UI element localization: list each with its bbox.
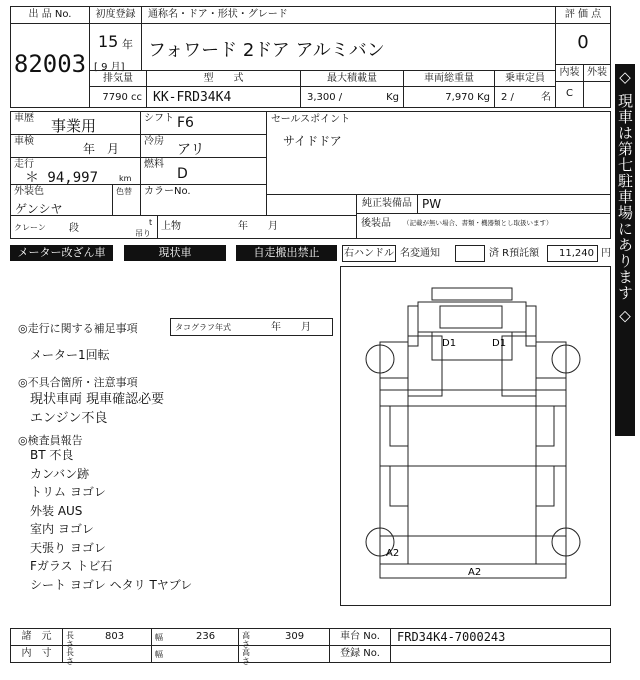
ac-label: 冷房	[144, 136, 164, 147]
reg-label-cell	[329, 645, 391, 663]
crane-label: クレーン	[14, 223, 46, 232]
length-value: 803	[105, 631, 125, 642]
score-value: 0	[577, 32, 589, 53]
model-code: KK-FRD34K4	[153, 90, 232, 105]
inspector-list	[30, 446, 192, 594]
recycle-label: 済 R預託額	[489, 248, 540, 259]
lot-label: 出 品 No.	[28, 9, 72, 20]
handle-label: 右ハンドル	[344, 248, 394, 259]
capacity-cell	[494, 86, 556, 108]
upper-label: 上物	[161, 221, 181, 232]
height-label: 高さ	[242, 631, 250, 649]
color-change-label: 色替	[116, 187, 132, 196]
mileage-label: 走行	[14, 159, 34, 170]
color-no-cell	[140, 184, 267, 216]
upper-cell	[157, 215, 357, 239]
sales-point-label: セールスポイント	[271, 114, 351, 125]
score-label: 評 価 点	[564, 9, 602, 20]
no-self-drive-banner: 自走搬出禁止	[236, 245, 337, 261]
disp-cell	[89, 86, 147, 108]
inner-height-label: 高さ	[242, 648, 250, 666]
displacement-label: 排気量	[103, 73, 133, 84]
exterior-grade-cell	[583, 81, 611, 108]
left-mirror	[408, 306, 418, 346]
mileage-cell	[10, 157, 141, 185]
sales-point-cell	[266, 111, 611, 195]
length-cell	[62, 628, 152, 649]
chassis-cell	[390, 628, 611, 646]
lot-label-cell	[10, 6, 90, 24]
inspector-line: 室内 ヨゴレ	[30, 522, 94, 536]
score-cell	[555, 23, 611, 65]
capacity-unit: 名	[541, 92, 551, 103]
capacity-label-cell	[494, 70, 556, 87]
capacity-label: 乗車定員	[505, 73, 545, 84]
upper-date: 年 月	[238, 221, 278, 232]
gross-weight-label: 車両総重量	[424, 73, 474, 84]
maxload-label-cell	[300, 70, 404, 87]
lot-number-cell	[10, 23, 90, 108]
reg-month: [ 9 月]	[94, 62, 125, 73]
ac-value: アリ	[177, 142, 205, 158]
max-load-value: 3,300 /	[307, 92, 343, 103]
shift-label: シフト	[144, 113, 174, 124]
name-change-label: 名変通知	[400, 248, 440, 259]
interior-label-cell	[555, 64, 584, 82]
height-value: 309	[285, 631, 305, 642]
right-mirror	[526, 306, 536, 346]
reg-cell	[390, 645, 611, 663]
history-label: 車歴	[14, 113, 34, 124]
inner-length-cell	[62, 645, 152, 666]
crane-ton: t	[149, 218, 153, 227]
model-name-cell	[141, 23, 556, 71]
max-load-label: 最大積載量	[327, 73, 377, 84]
interior-grade: C	[566, 88, 573, 99]
model-name-label: 通称名・ドア・形状・グレード	[148, 9, 288, 20]
damage-mark: A2	[386, 548, 400, 559]
inner-width-label: 幅	[155, 650, 163, 659]
truck-outline	[366, 288, 580, 578]
fuel-cell	[140, 157, 267, 185]
color-no-label: カラーNo.	[144, 186, 191, 197]
fuel-value: D	[177, 166, 188, 182]
inner-length-label: 長さ	[66, 648, 74, 666]
inner-dims-label: 内 寸	[21, 648, 52, 659]
disp-label-cell	[89, 70, 147, 87]
chassis-label-cell	[329, 628, 391, 646]
defect-title: ◎不具合箇所・注意事項	[18, 376, 138, 389]
defect-line: 現状車両 現車確認必要	[30, 392, 165, 407]
inspection-cell	[10, 134, 141, 158]
max-load-unit: Kg	[386, 92, 399, 103]
model-name-label-cell	[141, 6, 556, 24]
history-value: 事業用	[51, 117, 97, 135]
inspector-line: トリム ヨゴレ	[30, 485, 106, 499]
lot-number: 82003	[13, 50, 87, 78]
ext-color-label: 外装色	[14, 186, 44, 197]
reg-year-unit: 年	[122, 38, 133, 51]
aftermarket-note: （記載が無い場合、書類・機器類とし取扱います）	[403, 219, 553, 227]
inspector-line: Fガラス トビ石	[30, 559, 113, 573]
inspection-value: 年 月	[83, 142, 120, 156]
crane-hook: 吊り	[135, 229, 151, 238]
defect-line: エンジン不良	[30, 411, 108, 426]
damage-mark: A2	[468, 567, 482, 578]
crane-step: 段	[69, 223, 79, 234]
inspector-line: 外装 AUS	[30, 503, 83, 518]
crane-cell	[10, 215, 158, 239]
inspection-label: 車検	[14, 136, 34, 147]
ext-color-value: ゲンシヤ	[15, 202, 63, 216]
model-label-cell	[146, 70, 301, 87]
genuine-value: PW	[422, 197, 442, 211]
model-name: フォワード 2ドア アルミバン	[148, 40, 385, 61]
width-value: 236	[196, 631, 216, 642]
tacho-label: タコグラフ年式	[175, 323, 231, 332]
ac-cell	[140, 134, 267, 158]
gross-cell	[403, 86, 495, 108]
tacho-cell	[170, 318, 333, 336]
ext-color-cell	[10, 184, 113, 216]
color-change-cell	[112, 184, 141, 216]
first-reg-label: 初度登録	[95, 9, 136, 20]
inspector-line: 天張り ヨゴレ	[30, 540, 106, 555]
inner-label-cell	[10, 645, 63, 663]
handle-cell	[342, 245, 396, 262]
exterior-label-cell	[583, 64, 611, 82]
genuine-label: 純正装備品	[362, 198, 412, 209]
recycle-unit: 円	[601, 248, 611, 259]
inspector-title: ◎検査員報告	[18, 434, 83, 447]
dims-label: 諸 元	[21, 631, 52, 642]
side-notice-text: ◇ 現車は第七駐車場にあります ◇	[616, 68, 634, 326]
recycle-amount-cell	[547, 245, 598, 262]
capacity-value: 2 /	[501, 92, 514, 103]
sales-point-text: サイドドア	[283, 134, 342, 148]
width-cell	[151, 628, 239, 646]
length-label: 長さ	[66, 631, 74, 649]
height-cell	[238, 628, 330, 649]
diagram-frame	[341, 267, 611, 606]
roof-top	[432, 288, 512, 300]
inspector-line: BT 不良	[30, 448, 74, 462]
model-cell	[146, 86, 301, 108]
name-change-box	[455, 245, 485, 262]
mileage-value: ＊ 94,997	[25, 170, 99, 186]
reg-year: 15	[98, 32, 119, 51]
first-reg-label-cell	[89, 6, 142, 24]
aftermarket-label: 後装品	[361, 218, 391, 229]
interior-grade-cell	[555, 81, 584, 108]
score-label-cell	[555, 6, 611, 24]
chassis-label: 車台 No.	[340, 631, 380, 642]
truck-damage-diagram	[340, 266, 611, 606]
running-note-text: メーター1回転	[30, 348, 110, 362]
current-state-banner: 現状車	[124, 245, 226, 261]
displacement-value: 7790 cc	[102, 92, 142, 103]
maxload-cell	[300, 86, 404, 108]
fuel-label: 燃料	[144, 159, 164, 170]
side-notice	[615, 64, 635, 436]
aftermarket-cell	[356, 213, 611, 239]
running-notes-title: ◎走行に関する補足事項	[18, 322, 138, 335]
meter-tamper-banner: メーター改ざん車	[10, 245, 113, 261]
inner-width-cell	[151, 645, 239, 663]
shift-value: F6	[177, 115, 194, 131]
damage-mark: D1	[442, 338, 457, 349]
tacho-date: 年 月	[271, 322, 311, 333]
chassis-number: FRD34K4-7000243	[397, 630, 506, 644]
recycle-amount: 11,240	[559, 248, 594, 259]
exterior-label: 外装	[587, 67, 607, 78]
width-label: 幅	[155, 633, 163, 642]
history-cell	[10, 111, 141, 135]
damage-mark: D1	[492, 338, 507, 349]
shift-cell	[140, 111, 267, 135]
inner-height-cell	[238, 645, 330, 666]
first-reg-cell	[89, 23, 142, 71]
inspector-line: シート ヨゴレ ヘタリ Tヤブレ	[30, 577, 193, 592]
defect-list	[30, 390, 164, 428]
gross-label-cell	[403, 70, 495, 87]
dims-label-cell	[10, 628, 63, 646]
mileage-unit: km	[119, 174, 132, 183]
genuine-label-cell	[356, 194, 418, 214]
inspector-line: カンバン跡	[30, 466, 90, 481]
genuine-cell	[417, 194, 611, 214]
registration-label: 登録 No.	[340, 648, 380, 659]
model-code-label: 型 式	[203, 73, 244, 84]
interior-label: 内装	[559, 67, 580, 78]
gross-weight-value: 7,970 Kg	[445, 92, 490, 103]
